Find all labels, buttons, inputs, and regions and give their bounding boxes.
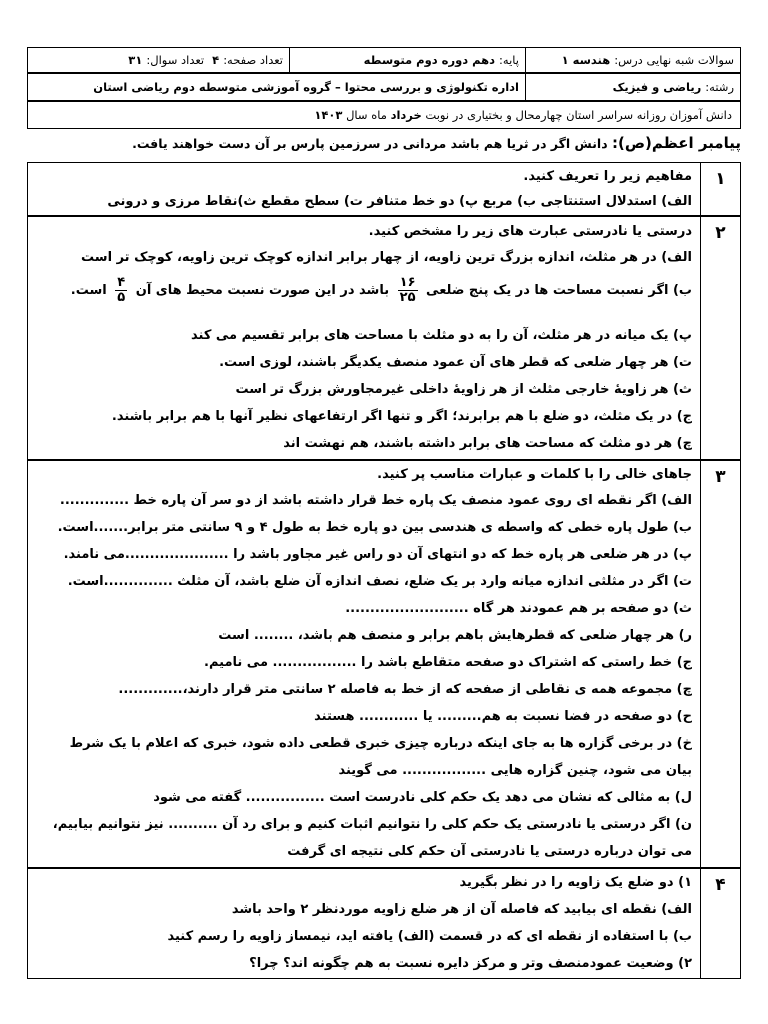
header-row-subject xyxy=(27,47,741,73)
question-line: ن) اگر درستی یا نادرستی یک حکم کلی را نتوانیم اثبات کنیم و برای رد آن .......... نیز نتوانیم بیابیم، xyxy=(52,817,692,832)
question-line: ت) اگر در مثلثی اندازه میانه وارد بر یک ضلع، نصف اندازه آن ضلع باشد، آن مثلث ..............است. xyxy=(67,574,692,589)
notice-month: خرداد xyxy=(390,108,422,122)
fraction-numerator: ۱۶ xyxy=(399,275,416,290)
question-line: ج) خط راستی که اشتراک دو صفحه متقاطع باشد را ................. می نامیم. xyxy=(204,655,692,670)
pages-label: تعداد صفحه: xyxy=(223,53,283,67)
questions-value: ۳۱ xyxy=(128,53,143,67)
fraction xyxy=(115,276,127,305)
question-line: ج) در یک مثلث، دو ضلع با هم برابرند؛ اگر و تنها اگر ارتفاعهای نظیر آنها با هم برابر باشند. xyxy=(111,409,692,424)
hadith-text: دانش اگر در ثریا هم باشد مردانی در سرزمین پارس بر آن دست خواهند یافت. xyxy=(132,136,608,151)
fraction-denominator: ۵ xyxy=(117,290,126,305)
question-line: الف) در هر مثلث، اندازه بزرگ ترین زاویه، از چهار برابر اندازه کوچک ترین زاویه، کوچک تر است xyxy=(81,250,692,265)
grade-label: پایه: xyxy=(499,53,519,67)
hadith-quote xyxy=(132,134,741,152)
question-line: خ) در برخی گزاره ها به جای اینکه درباره چیزی خبری قطعی داده شود، خبری که اعلام با یک شرط xyxy=(69,736,692,751)
header-row-field xyxy=(27,73,741,101)
question-number: ۴ xyxy=(700,869,740,978)
question-number: ۲ xyxy=(700,217,740,459)
question-body xyxy=(28,461,700,867)
question-line: چ) هر دو مثلث که مساحت های برابر داشته باشند، هم نهشت اند xyxy=(283,436,692,451)
question-line: پ) یک میانه در هر مثلث، آن را به دو مثلث با مساحت های برابر تقسیم می کند xyxy=(191,328,692,343)
hadith-prefix: پیامبر اعظم(ص): xyxy=(611,134,741,152)
question-line: ث) دو صفحه بر هم عمودند هر گاه ......................... xyxy=(345,601,692,616)
subject-value: هندسه ۱ xyxy=(561,53,611,67)
question-number: ۳ xyxy=(700,461,740,867)
question-line: درستی یا نادرستی عبارت های زیر را مشخص کنید. xyxy=(368,224,692,239)
office-cell xyxy=(28,74,526,100)
question-body xyxy=(28,217,700,459)
question-line: الف) استدلال استنتاجی ب) مربع پ) دو خط متنافر ت) سطح مقطع ث)نقاط مرزی و درونی xyxy=(107,194,692,209)
question-line: بیان می شود، چنین گزاره هایی ................. می گویند xyxy=(338,763,692,778)
question-line: ب) با استفاده از نقطه ای که در قسمت (الف) یافته اید، نیمساز زاویه را رسم کنید xyxy=(167,929,692,944)
question-line: ح) دو صفحه در فضا نسبت به هم......... یا ............ هستند xyxy=(314,709,692,724)
question-line: مفاهیم زیر را تعریف کنید. xyxy=(523,169,692,184)
fraction-denominator: ۲۵ xyxy=(399,290,416,305)
question-line: می توان درباره درستی یا نادرستی آن حکم کلی نتیجه ای گرفت xyxy=(287,844,692,859)
exam-notice xyxy=(27,101,741,129)
question-text: باشد در این صورت نسبت محیط های آن xyxy=(135,283,390,298)
question-line: ۱) دو ضلع یک زاویه را در نظر بگیرید xyxy=(459,875,692,890)
notice-year: ۱۴۰۳ xyxy=(314,108,343,122)
question-line: پ) در هر ضلعی هر پاره خط که دو انتهای آن دو راس غیر مجاور باشد را .....................می نامند. xyxy=(63,547,692,562)
question-line: ر) هر چهار ضلعی که قطرهایش باهم برابر و منصف هم باشد، ........ است xyxy=(218,628,692,643)
question-line: ت) هر چهار ضلعی که قطر های آن عمود منصف یکدیگر باشند، لوزی است. xyxy=(219,355,692,370)
questions-label: تعداد سوال: xyxy=(146,53,205,67)
question-line: چ) مجموعه همه ی نقاطی از صفحه که از خط به فاصله ۲ سانتی متر قرار دارند،............. xyxy=(118,682,692,697)
grade-value: دهم دوره دوم متوسطه xyxy=(363,53,496,67)
question-body xyxy=(28,163,700,215)
question-line: ث) هر زاویهٔ خارجی مثلث از هر زاویهٔ داخلی غیرمجاورش بزرگ تر است xyxy=(235,382,692,397)
question-line: جاهای خالی را با کلمات و عبارات مناسب پر کنید. xyxy=(377,467,692,482)
question-line-fraction xyxy=(34,276,692,305)
notice-text-2: ماه سال xyxy=(346,108,387,122)
question-number: ۱ xyxy=(700,163,740,215)
question-2 xyxy=(27,216,741,460)
subject-cell xyxy=(526,48,740,72)
question-4 xyxy=(27,868,741,979)
question-line: الف) اگر نقطه ای روی عمود منصف یک پاره خط قرار داشته باشد از دو سر آن پاره خط .............. xyxy=(59,493,692,508)
question-3 xyxy=(27,460,741,868)
question-body xyxy=(28,869,700,978)
question-text: ب) اگر نسبت مساحت ها در یک پنج ضلعی xyxy=(426,283,692,298)
subject-label: سوالات شبه نهایی درس: xyxy=(614,53,734,67)
question-1 xyxy=(27,162,741,216)
field-cell xyxy=(526,74,740,100)
question-line: ل) به مثالی که نشان می دهد یک حکم کلی نادرست است ................ گفته می شود xyxy=(153,790,692,805)
pages-value: ۴ xyxy=(212,53,220,67)
office-name: اداره تکنولوژی و بررسی محتوا – گروه آموزشی متوسطه دوم ریاضی استان xyxy=(93,80,519,94)
question-text: است. xyxy=(70,283,107,298)
notice-text: دانش آموزان روزانه سراسر استان چهارمحال و بختیاری در نوبت xyxy=(425,108,732,122)
field-label: رشته: xyxy=(705,80,734,94)
field-value: ریاضی و فیزیک xyxy=(612,80,702,94)
question-line: ۲) وضعیت عمودمنصف وتر و مرکز دایره نسبت به هم چگونه اند؟ چرا؟ xyxy=(249,956,692,971)
grade-cell xyxy=(290,48,526,72)
question-line: ب) طول پاره خطی که واسطه ی هندسی بین دو پاره خط به طول ۴ و ۹ سانتی متر برابر.......است. xyxy=(57,520,692,535)
fraction xyxy=(398,276,418,305)
count-cell xyxy=(28,48,290,72)
fraction-numerator: ۴ xyxy=(117,275,126,290)
question-line: الف) نقطه ای بیابید که فاصله آن از هر ضلع زاویه موردنظر ۲ واحد باشد xyxy=(231,902,692,917)
